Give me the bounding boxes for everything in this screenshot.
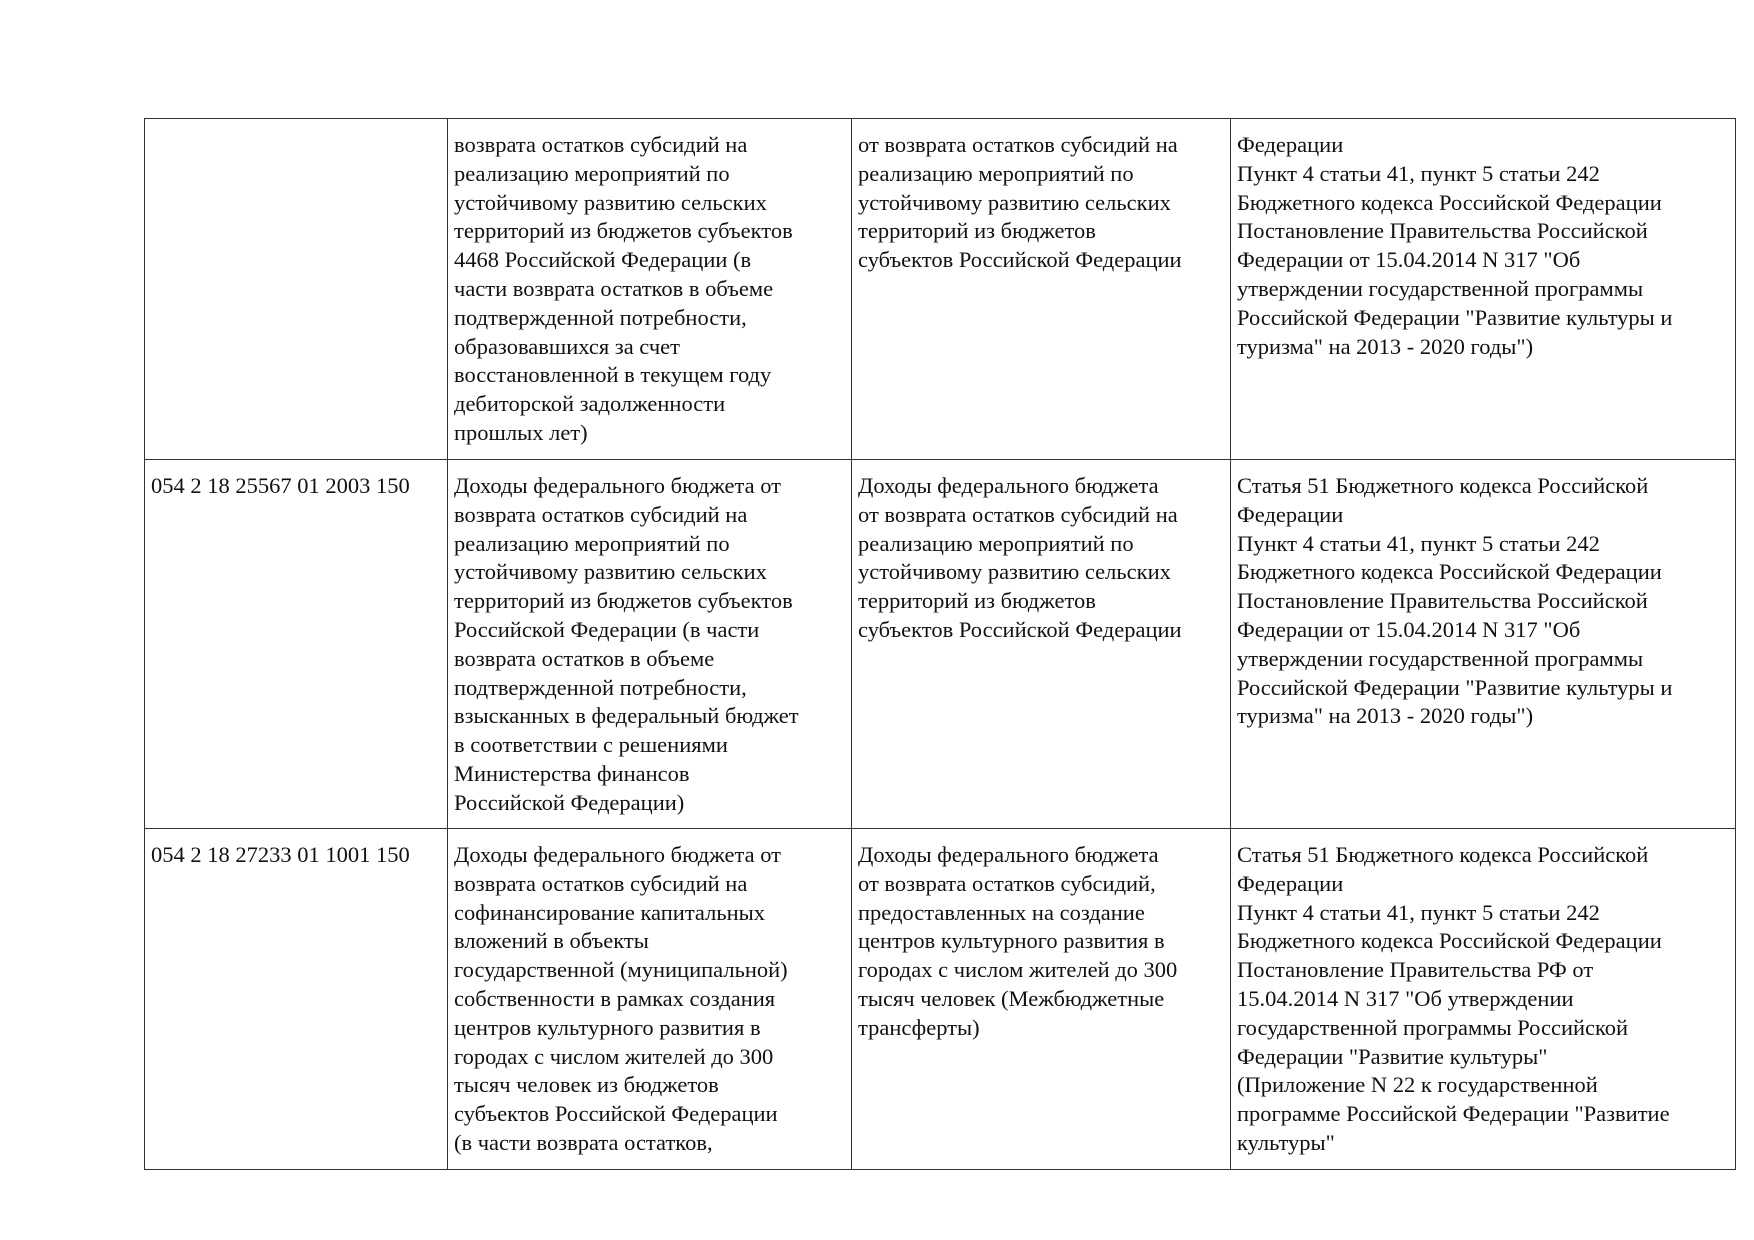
code-cell [145, 119, 448, 460]
basis-cell: Статья 51 Бюджетного кодекса Российской Федерации Пункт 4 статьи 41, пункт 5 статьи 242 Бюджетного кодекса Российской Федерации Постановление Правительства Российской Федерации от 15.04.2014 N 317 "Об утверждении государственной программы Российской Федерации "Развитие культуры и туризма" на 2013 - 2020 годы") [1231, 460, 1736, 829]
table-row [145, 460, 1736, 829]
name-cell: Доходы федерального бюджета от возврата остатков субсидий на софинансирование капитальных вложений в объекты государственной (муниципальной) собственности в рамках создания центров культурного развития в городах с числом жителей до 300 тысяч человек из бюджетов субъектов Российской Федерации (в части возврата остатков, [448, 829, 852, 1170]
name-cell: Доходы федерального бюджета от возврата остатков субсидий на реализацию мероприятий по устойчивому развитию сельских территорий из бюджетов субъектов Российской Федерации (в части возврата остатков в объеме подтвержденной потребности, взысканных в федеральный бюджет в соответствии с решениями Министерства финансов Российской Федерации) [448, 460, 852, 829]
basis-cell: Статья 51 Бюджетного кодекса Российской Федерации Пункт 4 статьи 41, пункт 5 статьи 242 Бюджетного кодекса Российской Федерации Постановление Правительства РФ от 15.04.2014 N 317 "Об утверждении государственной программы Российской Федерации "Развитие культуры" (Приложение N 22 к государственной программе Российской Федерации "Развитие культуры" [1231, 829, 1736, 1170]
name-cell: возврата остатков субсидий на реализацию мероприятий по устойчивому развитию сельских территорий из бюджетов субъектов 4468 Российской Федерации (в части возврата остатков в объеме подтвержденной потребности, образовавшихся за счет восстановленной в текущем году дебиторской задолженности прошлых лет) [448, 119, 852, 460]
code-cell: 054 2 18 27233 01 1001 150 [145, 829, 448, 1170]
budget-codes-table [144, 118, 1736, 1170]
short-name-cell: Доходы федерального бюджета от возврата остатков субсидий, предоставленных на создание центров культурного развития в городах с числом жителей до 300 тысяч человек (Межбюджетные трансферты) [852, 829, 1231, 1170]
short-name-cell: Доходы федерального бюджета от возврата остатков субсидий на реализацию мероприятий по устойчивому развитию сельских территорий из бюджетов субъектов Российской Федерации [852, 460, 1231, 829]
code-cell: 054 2 18 25567 01 2003 150 [145, 460, 448, 829]
table-row [145, 119, 1736, 460]
short-name-cell: от возврата остатков субсидий на реализацию мероприятий по устойчивому развитию сельских территорий из бюджетов субъектов Российской Федерации [852, 119, 1231, 460]
table-row [145, 829, 1736, 1170]
basis-cell: Федерации Пункт 4 статьи 41, пункт 5 статьи 242 Бюджетного кодекса Российской Федерации Постановление Правительства Российской Федерации от 15.04.2014 N 317 "Об утверждении государственной программы Российской Федерации "Развитие культуры и туризма" на 2013 - 2020 годы") [1231, 119, 1736, 460]
